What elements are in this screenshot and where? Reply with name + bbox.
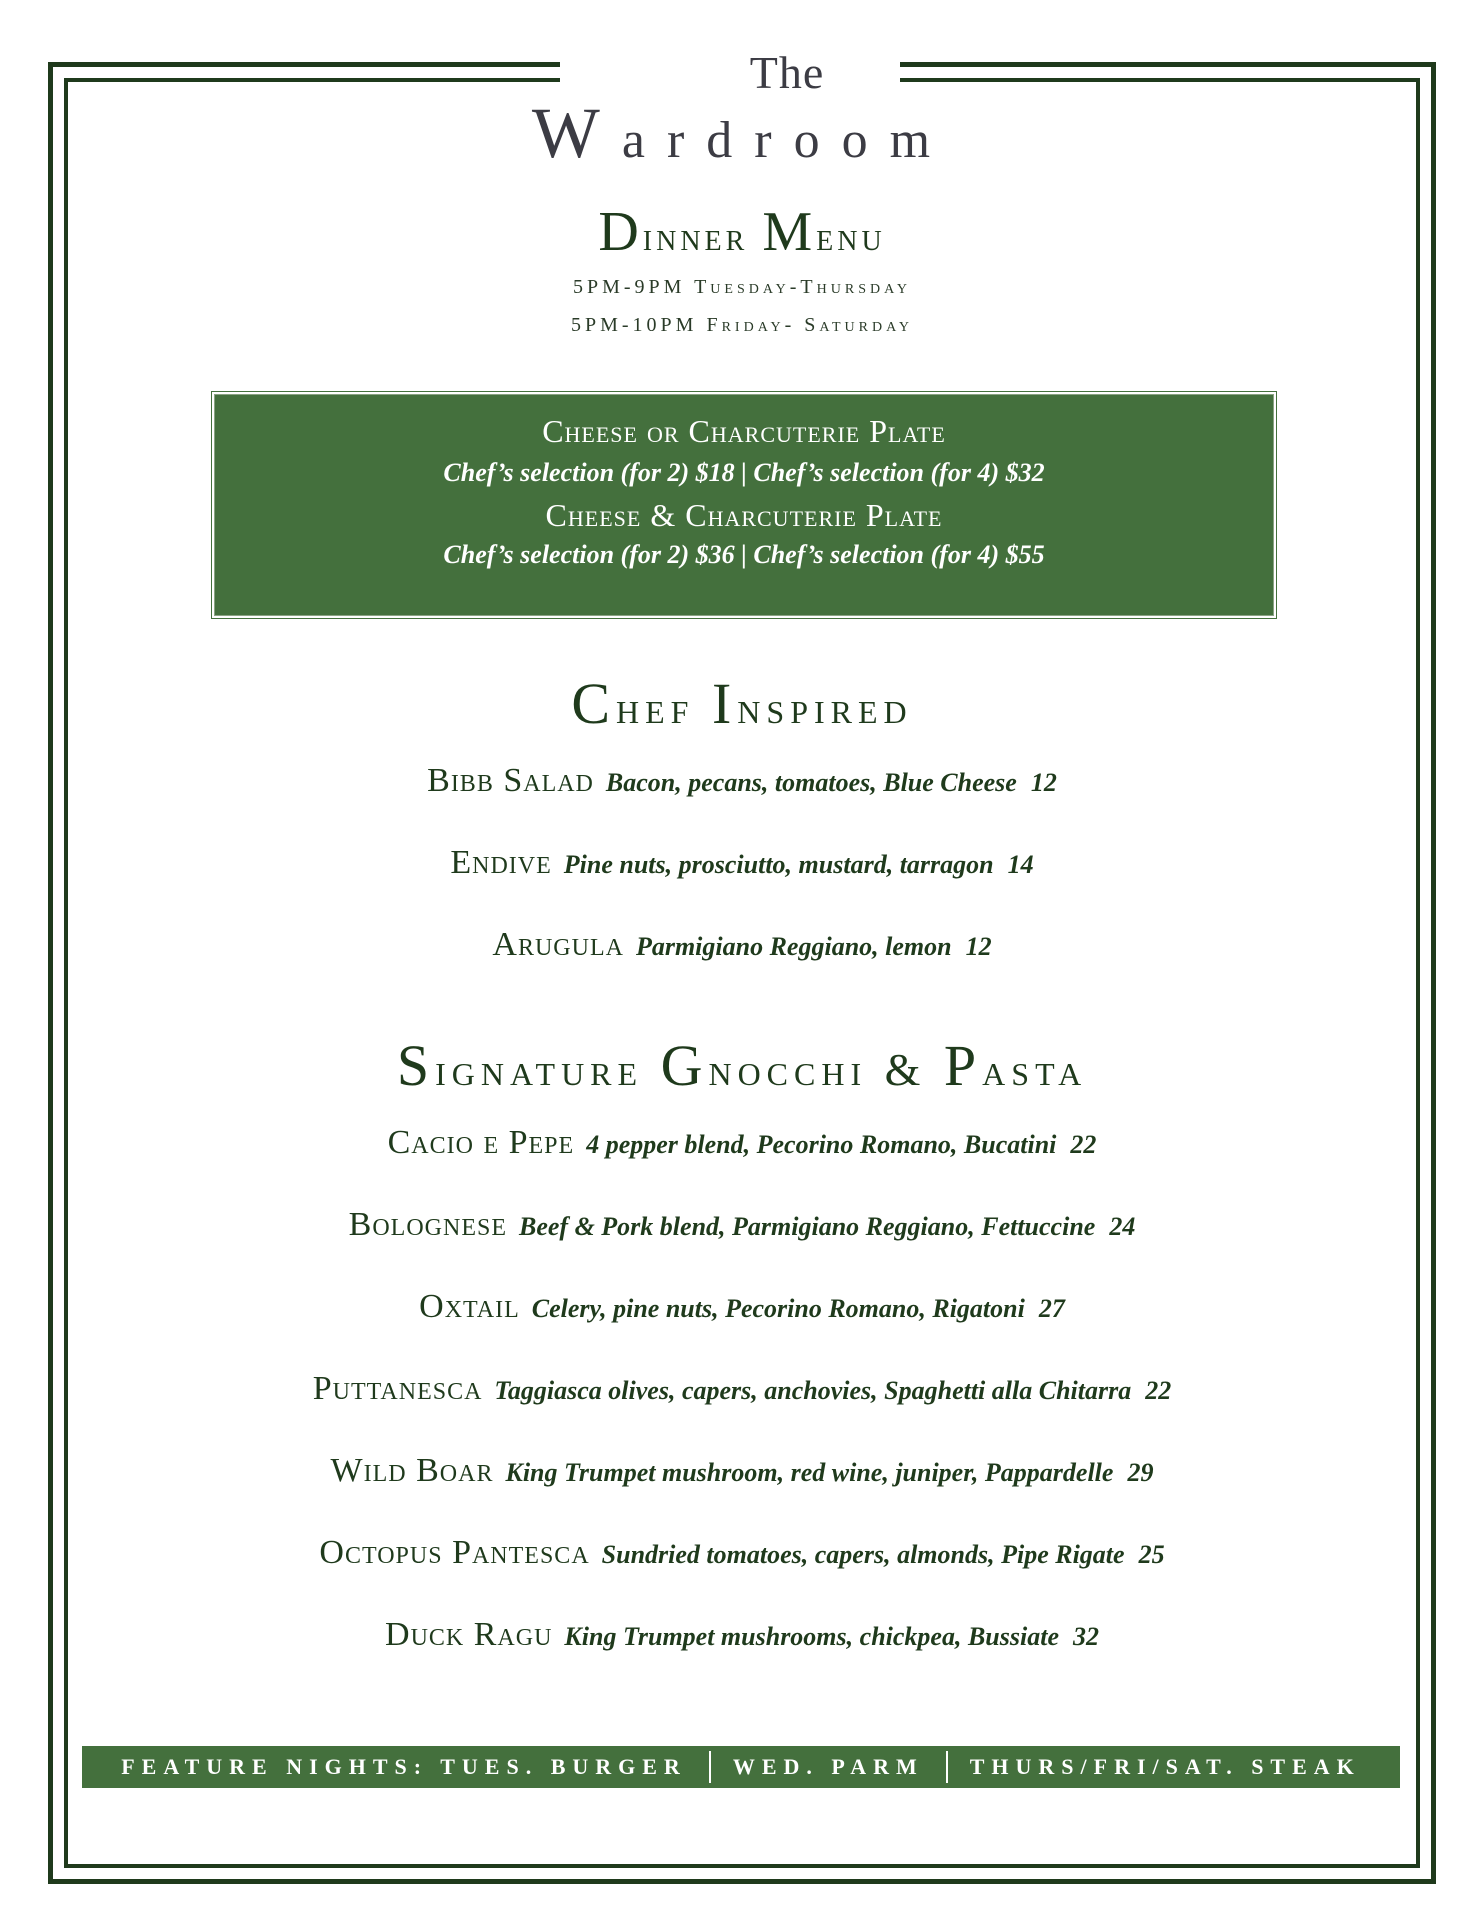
- item-description: Taggiasca olives, capers, anchovies, Spaghetti alla Chitarra: [494, 1376, 1132, 1405]
- item-description: Bacon, pecans, tomatoes, Blue Cheese: [605, 768, 1017, 797]
- section-heading-gnocchi-pasta: Signature Gnocchi & Pasta: [396, 1033, 1088, 1098]
- item-name: Octopus Pantesca: [319, 1534, 590, 1571]
- menu-item: [0, 1534, 1484, 1572]
- menu-item: [0, 1124, 1484, 1162]
- item-description: Parmigiano Reggiano, lemon: [635, 932, 952, 961]
- logo-the: The: [749, 47, 825, 98]
- menu-item: [0, 926, 1484, 964]
- hours-weekend: 5PM-10PM Friday- Saturday: [570, 314, 914, 336]
- section-heading-chef-inspired: Chef Inspired: [571, 671, 913, 736]
- plate-prices-or: Chef’s selection (for 2) $18 | Chef’s selection (for 4) $32: [443, 458, 1045, 487]
- item-price: 29: [1127, 1458, 1154, 1487]
- item-price: 22: [1145, 1376, 1172, 1405]
- menu-item: [0, 1370, 1484, 1408]
- feature-divider: [709, 1751, 711, 1783]
- menu-item: [0, 1452, 1484, 1490]
- item-name: Puttanesca: [312, 1370, 483, 1407]
- item-name: Endive: [450, 844, 552, 881]
- item-name: Duck Ragu: [385, 1616, 553, 1653]
- item-price: 14: [1007, 850, 1034, 879]
- inner-frame: [64, 78, 1420, 1868]
- plates-box: [214, 394, 1274, 616]
- logo-wordmark: [0, 93, 1484, 176]
- menu-item: [0, 1206, 1484, 1244]
- logo-initial: W: [531, 93, 622, 173]
- plate-heading-or: Cheese or Charcuterie Plate: [542, 413, 946, 449]
- item-price: 27: [1038, 1294, 1065, 1323]
- item-name: Wild Boar: [330, 1452, 494, 1489]
- menu-item: [0, 1288, 1484, 1326]
- item-description: King Trumpet mushroom, red wine, juniper, Pappardelle: [505, 1458, 1114, 1487]
- page-title: Dinner Menu: [598, 201, 886, 263]
- item-name: Arugula: [492, 926, 624, 963]
- item-price: 25: [1138, 1540, 1165, 1569]
- item-name: Bibb Salad: [427, 762, 594, 799]
- item-price: 24: [1109, 1212, 1136, 1241]
- item-price: 12: [965, 932, 992, 961]
- item-name: Bolognese: [348, 1206, 507, 1243]
- feature-thurs-sat: THURS/FRI/SAT. STEAK: [969, 1754, 1361, 1779]
- plate-heading-and: Cheese & Charcuterie Plate: [545, 497, 943, 533]
- item-name: Oxtail: [419, 1288, 520, 1325]
- feature-divider: [946, 1751, 948, 1783]
- item-price: 22: [1070, 1130, 1097, 1159]
- menu-item: [0, 762, 1484, 800]
- plate-prices-and: Chef’s selection (for 2) $36 | Chef’s selection (for 4) $55: [443, 540, 1045, 569]
- item-description: Sundried tomatoes, capers, almonds, Pipe Rigate: [601, 1540, 1125, 1569]
- hours-weekday: 5PM-9PM Tuesday-Thursday: [572, 276, 912, 298]
- logo-rest: ardroom: [621, 112, 953, 169]
- item-description: Pine nuts, prosciutto, mustard, tarragon: [563, 850, 994, 879]
- feature-tues: FEATURE NIGHTS: TUES. BURGER: [121, 1754, 687, 1779]
- feature-nights-bar: [82, 1746, 1400, 1788]
- menu-item: [0, 844, 1484, 882]
- item-price: 12: [1030, 768, 1057, 797]
- feature-wed: WED. PARM: [732, 1754, 924, 1779]
- item-description: King Trumpet mushrooms, chickpea, Bussiate: [564, 1622, 1059, 1651]
- item-description: Beef & Pork blend, Parmigiano Reggiano, Fettuccine: [519, 1212, 1096, 1241]
- item-price: 32: [1072, 1622, 1099, 1651]
- menu-item: [0, 1616, 1484, 1654]
- item-description: 4 pepper blend, Pecorino Romano, Bucatini: [586, 1130, 1057, 1159]
- item-name: Cacio e Pepe: [387, 1124, 575, 1161]
- restaurant-logo: [0, 48, 1484, 176]
- item-description: Celery, pine nuts, Pecorino Romano, Rigatoni: [531, 1294, 1025, 1323]
